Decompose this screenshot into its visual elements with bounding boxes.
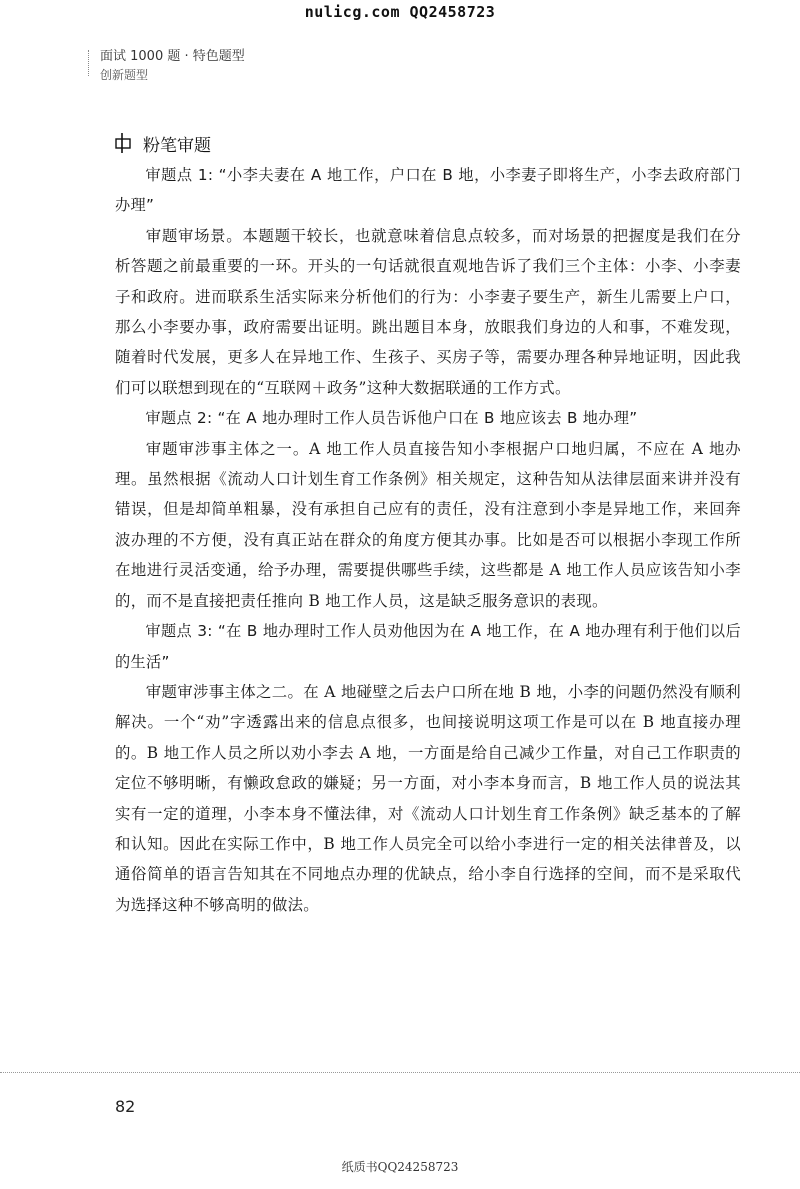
header-book-title: 面试 1000 题 · 特色题型	[100, 49, 245, 64]
analysis-paragraph-3: 审题审涉事主体之二。在 A 地碰壁之后去户口所在地 B 地，小李的问题仍然没有顺利解决。一个“劝”字透露出来的信息点很多，也间接说明这项工作是可以在 B 地直接办理的。B 地工作人员之所以劝小李去 A 地，一方面是给自己减少工作量，对自己工作职责的定位不够明晰，有懒政怠政的嫌疑；另一方面，对小李本身而言，B 地工作人员的说法其实有一定的道理，小李本身不懂法律，对《流动人口计划生育工作条例》缺乏基本的了解和认知。因此在实际工作中，B 地工作人员完全可以给小李进行一定的相关法律普及，以通俗简单的语言告知其在不同地点办理的优缺点，给小李自行选择的空间，而不是采取代为选择这种不够高明的做法。	[115, 682, 741, 914]
top-watermark: nulicg.com QQ2458723	[304, 3, 496, 21]
review-point-3: 审题点 3: “在 B 地办理时工作人员劝他因为在 A 地工作，在 A 地办理有利于他们以后的生活”	[115, 622, 741, 671]
section-title: 粉笔审题	[143, 135, 211, 156]
header-chapter-title: 创新题型	[100, 68, 149, 82]
section-heading	[113, 131, 211, 155]
header-dotted-rule	[88, 50, 91, 76]
review-point-1: 审题点 1: “小李夫妻在 A 地工作，户口在 B 地，小李妻子即将生产，小李去政府部门办理”	[115, 166, 741, 215]
footer-divider	[0, 1072, 800, 1073]
page-number: 82	[115, 1097, 136, 1116]
review-point-2: 审题点 2: “在 A 地办理时工作人员告诉他户口在 B 地应该去 B 地办理”	[145, 409, 638, 428]
running-header	[100, 48, 400, 84]
analysis-paragraph-2: 审题审涉事主体之一。A 地工作人员直接告知小李根据户口地归属，不应在 A 地办理。虽然根据《流动人口计划生育工作条例》相关规定，这种告知从法律层面来讲并没有错误，但是却简单粗暴，没有承担自己应有的责任，没有注意到小李是异地工作，来回奔波办理的不方便，没有真正站在群众的角度方便其办事。比如是否可以根据小李现工作所在地进行灵活变通，给予办理，需要提供哪些手续，这些都是 A 地工作人员应该告知小李的，而不是直接把责任推向 B 地工作人员，这是缺乏服务意识的表现。	[115, 439, 741, 610]
bottom-watermark: 纸质书QQ24258723	[341, 1160, 459, 1174]
analysis-paragraph-1: 审题审场景。本题题干较长，也就意味着信息点较多，而对场景的把握度是我们在分析答题之前最重要的一环。开头的一句话就很直观地告诉了我们三个主体：小李、小李妻子和政府。进而联系生活实际来分析他们的行为：小李妻子要生产，新生儿需要上户口，那么小李要办事，政府需要出证明。跳出题目本身，放眼我们身边的人和事，不难发现，随着时代发展，更多人在异地工作、生孩子、买房子等，需要办理各种异地证明，因此我们可以联想到现在的“互联网＋政务”这种大数据联通的工作方式。	[115, 226, 741, 397]
article-body	[115, 160, 741, 920]
section-marker-icon	[113, 132, 133, 154]
